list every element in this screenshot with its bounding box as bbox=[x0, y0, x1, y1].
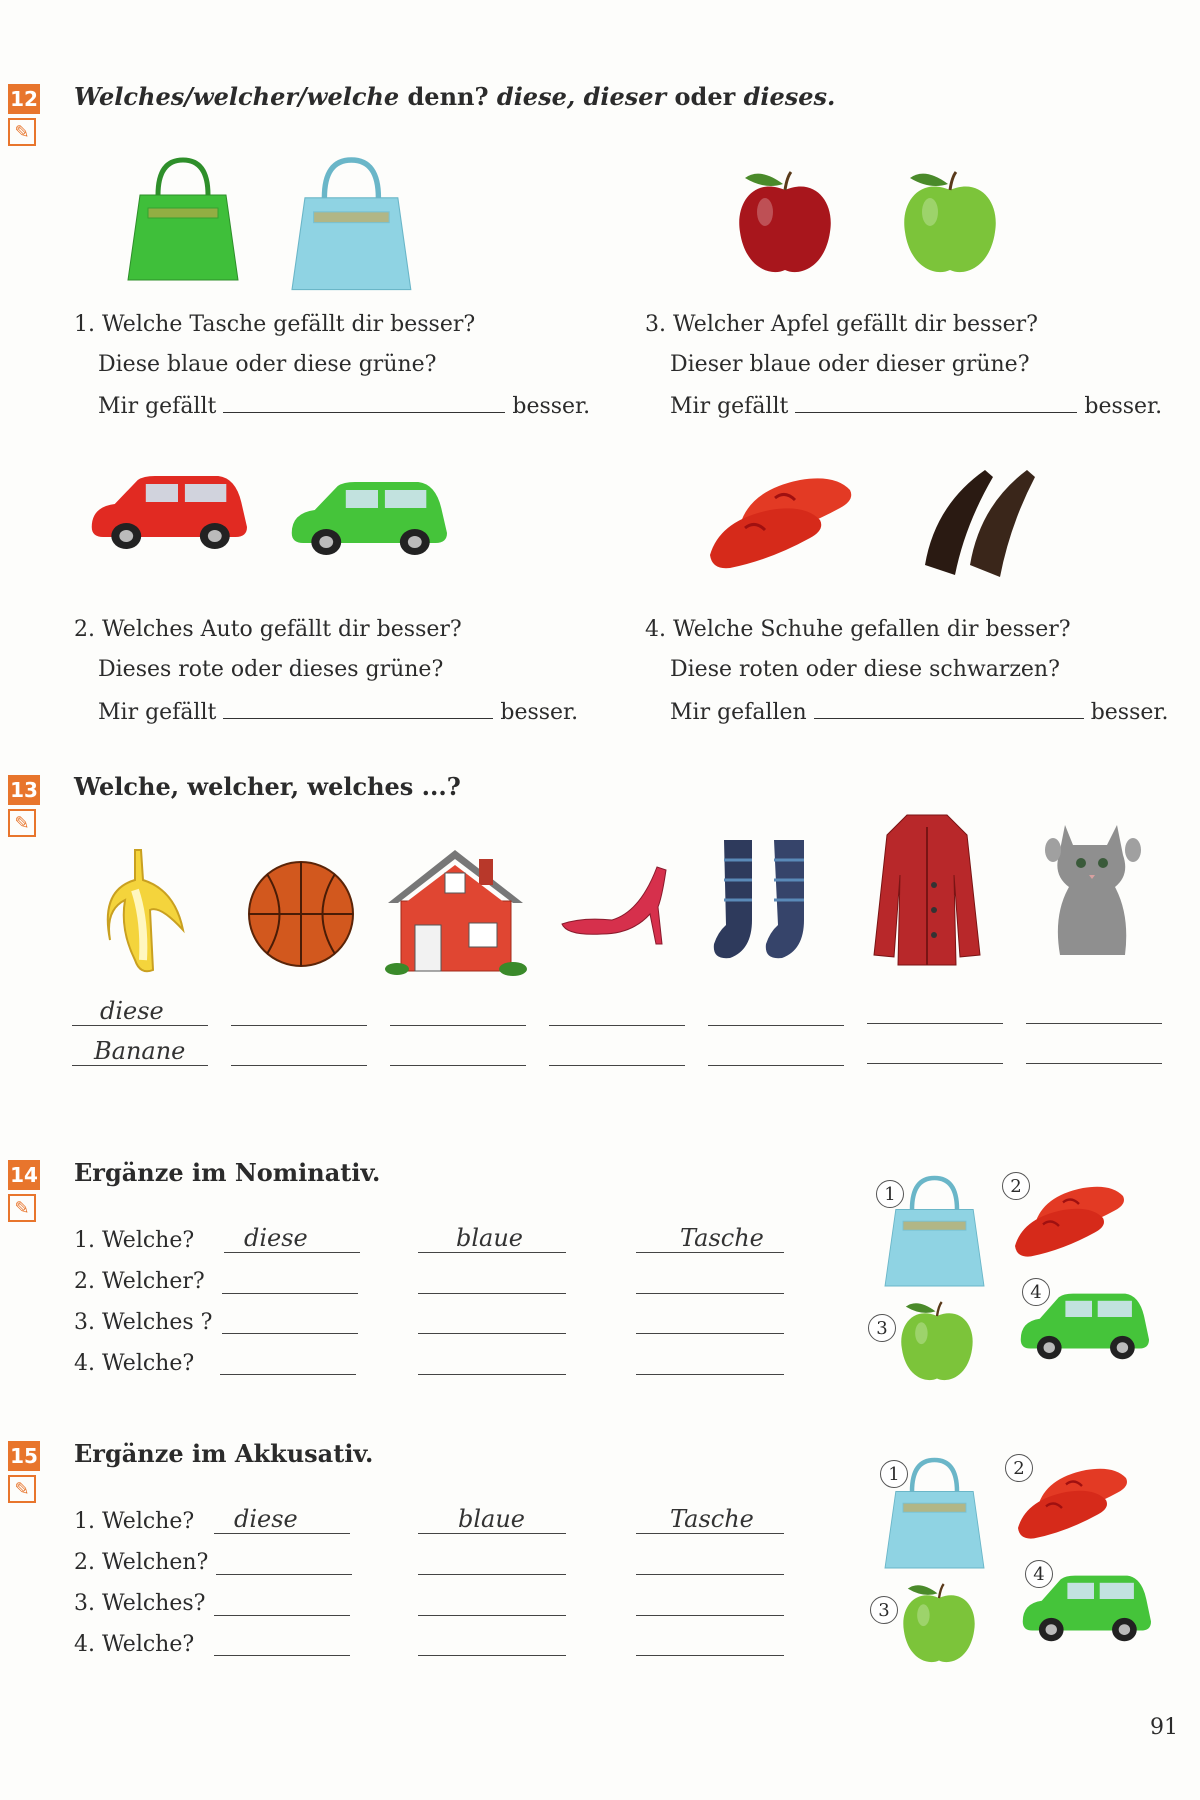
ex15-blank[interactable] bbox=[214, 1585, 350, 1616]
answer-suffix: besser. bbox=[1084, 394, 1163, 419]
red-apple-icon bbox=[735, 172, 835, 282]
exercise-13-title: Welche, welcher, welches ...? bbox=[74, 772, 461, 801]
title-part: diese, dieser bbox=[496, 82, 667, 111]
ex14-row-label: 2. Welcher? bbox=[74, 1269, 205, 1294]
answer-suffix: besser. bbox=[1090, 700, 1169, 725]
ex15-row-label: 2. Welchen? bbox=[74, 1550, 209, 1575]
ex15-blank[interactable] bbox=[214, 1503, 350, 1534]
ex15-blank[interactable] bbox=[418, 1625, 566, 1656]
pencil-icon: ✎ bbox=[8, 809, 36, 837]
exercise-number: 15 bbox=[8, 1441, 40, 1471]
handwritten-answer: Tasche bbox=[680, 1224, 764, 1252]
answer-prefix: Mir gefallen bbox=[670, 700, 807, 725]
title-part: denn? bbox=[399, 82, 497, 111]
exercise-14-title: Ergänze im Nominativ. bbox=[74, 1158, 381, 1187]
ex14-blank[interactable] bbox=[418, 1222, 566, 1253]
ex15-blank[interactable] bbox=[636, 1544, 784, 1575]
question-1-line-2: Diese blaue oder diese grüne? bbox=[98, 352, 437, 377]
red-flat-shoes-icon bbox=[710, 470, 850, 580]
page-number: 91 bbox=[1150, 1715, 1178, 1740]
title-part: dieses. bbox=[743, 82, 836, 111]
green-apple-icon bbox=[900, 1584, 980, 1674]
ex13-blank[interactable] bbox=[708, 1035, 844, 1066]
blue-bag-icon bbox=[292, 160, 412, 290]
image-number-label: 2 bbox=[1002, 1172, 1030, 1200]
exercise-number: 14 bbox=[8, 1160, 40, 1190]
ex14-blank[interactable] bbox=[224, 1222, 360, 1253]
image-number-label: 4 bbox=[1022, 1278, 1050, 1306]
ex15-blank[interactable] bbox=[418, 1503, 566, 1534]
handwritten-answer: Tasche bbox=[670, 1505, 754, 1533]
ex13-blank[interactable] bbox=[1026, 1033, 1162, 1064]
exercise-12-badge bbox=[8, 84, 40, 146]
exercise-13-badge bbox=[8, 775, 40, 837]
answer-prefix: Mir gefällt bbox=[670, 394, 789, 419]
exercise-number: 12 bbox=[8, 84, 40, 114]
exercise-15-title: Ergänze im Akkusativ. bbox=[74, 1439, 374, 1468]
ex14-blank[interactable] bbox=[418, 1303, 566, 1334]
house-icon bbox=[383, 845, 528, 975]
ex13-blank[interactable] bbox=[231, 995, 367, 1026]
green-bag-icon bbox=[128, 160, 238, 285]
ex14-blank[interactable] bbox=[636, 1263, 784, 1294]
question-2-answer-line bbox=[98, 698, 578, 725]
handwritten-answer: diese bbox=[244, 1224, 308, 1252]
cat-icon bbox=[1045, 815, 1140, 960]
high-heel-icon bbox=[562, 862, 670, 944]
handwritten-answer: blaue bbox=[456, 1224, 524, 1252]
exercise-14-badge bbox=[8, 1160, 40, 1222]
ex13-blank[interactable] bbox=[390, 995, 526, 1026]
red-flat-shoes-icon bbox=[1015, 1180, 1130, 1270]
pencil-icon: ✎ bbox=[8, 118, 36, 146]
ex13-blank[interactable] bbox=[867, 1033, 1003, 1064]
pencil-icon: ✎ bbox=[8, 1194, 36, 1222]
green-apple-icon bbox=[900, 172, 1000, 282]
question-2-line-1: 2. Welches Auto gefällt dir besser? bbox=[74, 617, 462, 642]
ex14-blank[interactable] bbox=[418, 1344, 566, 1375]
ex13-blank[interactable] bbox=[390, 1035, 526, 1066]
question-4-answer-line bbox=[670, 698, 1169, 725]
question-2-line-2: Dieses rote oder dieses grüne? bbox=[98, 657, 444, 682]
ex14-row-label: 4. Welche? bbox=[74, 1351, 195, 1376]
exercise-12-title bbox=[74, 82, 835, 111]
exercise-number: 13 bbox=[8, 775, 40, 805]
answer-prefix: Mir gefällt bbox=[98, 700, 217, 725]
question-1-answer-line bbox=[98, 392, 590, 419]
answer-blank[interactable] bbox=[223, 698, 493, 719]
ex13-blank[interactable] bbox=[867, 993, 1003, 1024]
ex14-row-label: 1. Welche? bbox=[74, 1228, 195, 1253]
image-number-label: 2 bbox=[1005, 1454, 1033, 1482]
handwritten-answer: diese bbox=[100, 997, 164, 1025]
ex15-blank[interactable] bbox=[636, 1585, 784, 1616]
ex13-blank[interactable] bbox=[708, 995, 844, 1026]
handwritten-answer: blaue bbox=[458, 1505, 526, 1533]
answer-blank[interactable] bbox=[795, 392, 1077, 413]
answer-blank[interactable] bbox=[814, 698, 1084, 719]
basketball-icon bbox=[247, 860, 355, 968]
image-number-label: 1 bbox=[876, 1180, 904, 1208]
answer-blank[interactable] bbox=[223, 392, 505, 413]
pencil-icon: ✎ bbox=[8, 1475, 36, 1503]
ex15-row-label: 4. Welche? bbox=[74, 1632, 195, 1657]
ex15-blank[interactable] bbox=[636, 1625, 784, 1656]
image-number-label: 4 bbox=[1025, 1560, 1053, 1588]
ex13-blank[interactable] bbox=[72, 995, 208, 1026]
question-3-line-2: Dieser blaue oder dieser grüne? bbox=[670, 352, 1030, 377]
exercise-15-badge bbox=[8, 1441, 40, 1503]
ex13-blank[interactable] bbox=[549, 1035, 685, 1066]
image-number-label: 1 bbox=[880, 1460, 908, 1488]
green-car-icon bbox=[286, 478, 456, 563]
red-car-icon bbox=[86, 472, 256, 552]
handwritten-answer: diese bbox=[234, 1505, 298, 1533]
handwritten-answer: Banane bbox=[94, 1037, 186, 1065]
title-part: Welches/welcher/welche bbox=[74, 82, 400, 111]
answer-suffix: besser. bbox=[512, 394, 591, 419]
ex14-blank[interactable] bbox=[636, 1222, 784, 1253]
ex14-blank[interactable] bbox=[220, 1344, 356, 1375]
ex14-blank[interactable] bbox=[636, 1344, 784, 1375]
ex15-blank[interactable] bbox=[636, 1503, 784, 1534]
socks-icon bbox=[712, 840, 827, 965]
red-flat-shoes-icon bbox=[1018, 1462, 1133, 1552]
answer-prefix: Mir gefällt bbox=[98, 394, 217, 419]
ex15-row-label: 3. Welches? bbox=[74, 1591, 206, 1616]
answer-suffix: besser. bbox=[500, 700, 579, 725]
ex14-blank[interactable] bbox=[636, 1303, 784, 1334]
ex13-blank[interactable] bbox=[231, 1035, 367, 1066]
question-4-line-1: 4. Welche Schuhe gefallen dir besser? bbox=[645, 617, 1071, 642]
banana-icon bbox=[105, 850, 185, 975]
ex13-blank[interactable] bbox=[72, 1035, 208, 1066]
question-3-line-1: 3. Welcher Apfel gefällt dir besser? bbox=[645, 312, 1038, 337]
green-apple-icon bbox=[898, 1302, 978, 1392]
ex14-row-label: 3. Welches ? bbox=[74, 1310, 213, 1335]
ex15-blank[interactable] bbox=[216, 1544, 352, 1575]
ex13-blank[interactable] bbox=[1026, 993, 1162, 1024]
image-number-label: 3 bbox=[868, 1314, 896, 1342]
ex13-blank[interactable] bbox=[549, 995, 685, 1026]
title-part: oder bbox=[666, 82, 744, 111]
coat-icon bbox=[872, 815, 982, 970]
image-number-label: 3 bbox=[870, 1596, 898, 1624]
ex15-row-label: 1. Welche? bbox=[74, 1509, 195, 1534]
ex14-blank[interactable] bbox=[222, 1263, 358, 1294]
ex15-blank[interactable] bbox=[418, 1585, 566, 1616]
ex15-blank[interactable] bbox=[418, 1544, 566, 1575]
ex14-blank[interactable] bbox=[222, 1303, 358, 1334]
ex14-blank[interactable] bbox=[418, 1263, 566, 1294]
question-3-answer-line bbox=[670, 392, 1162, 419]
question-4-line-2: Diese roten oder diese schwarzen? bbox=[670, 657, 1060, 682]
ex15-blank[interactable] bbox=[214, 1625, 350, 1656]
question-1-line-1: 1. Welche Tasche gefällt dir besser? bbox=[74, 312, 476, 337]
black-heels-icon bbox=[915, 465, 1045, 580]
